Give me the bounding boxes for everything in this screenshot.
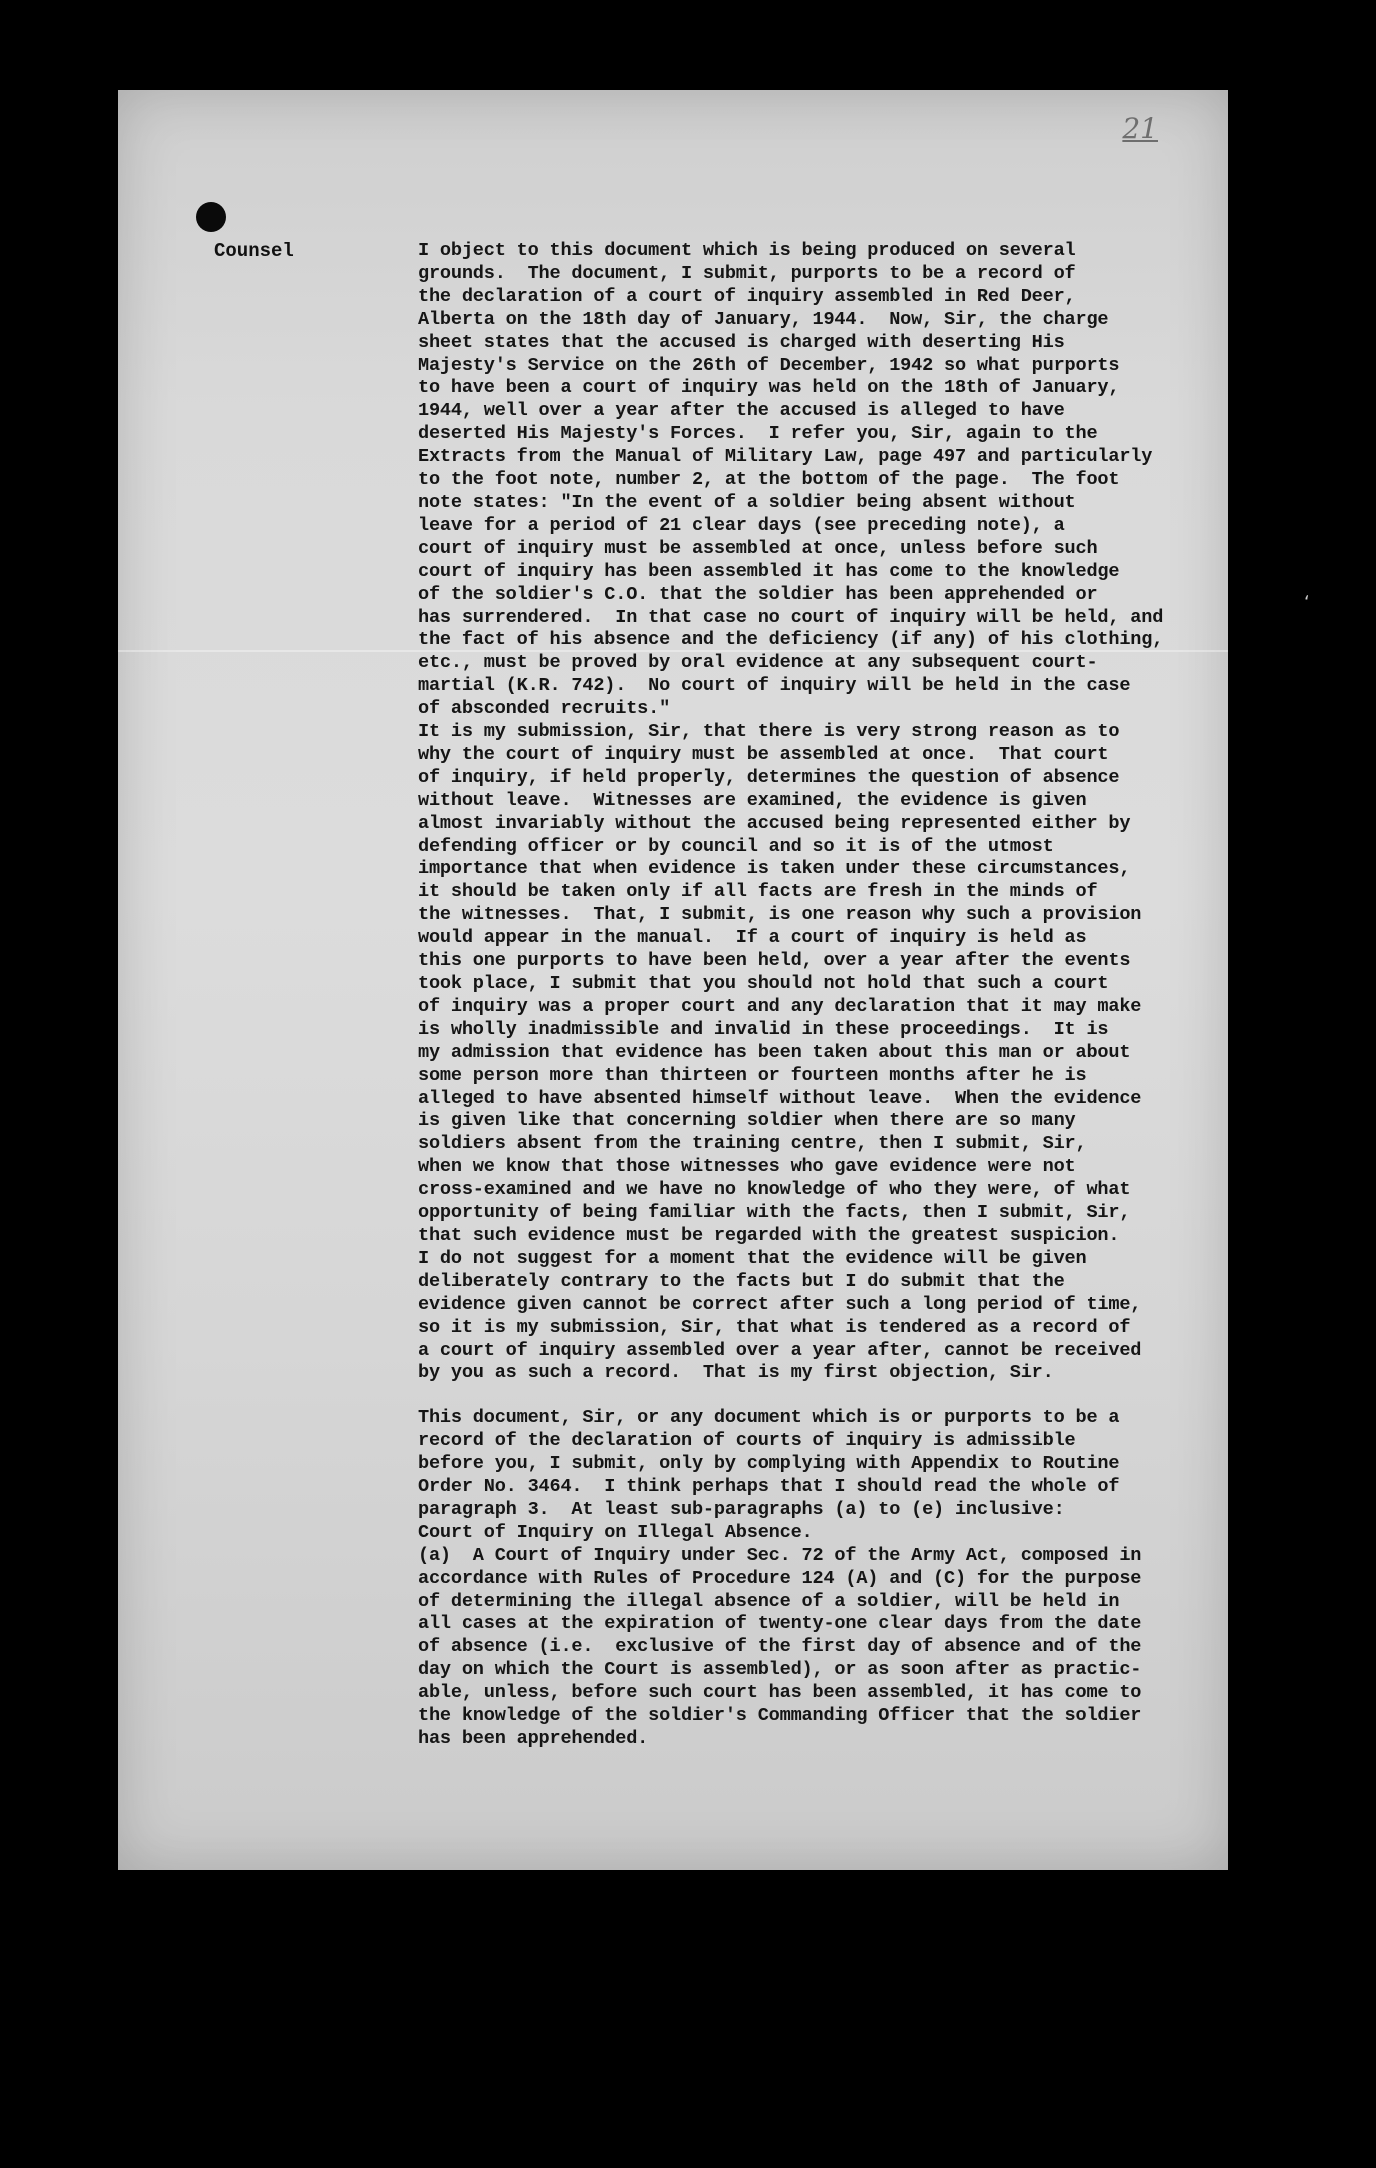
text-line: this one purports to have been held, over a year after the events: [418, 950, 1131, 972]
text-line: my admission that evidence has been taken about this man or about: [418, 1041, 1131, 1063]
text-line: of inquiry was a proper court and any declaration that it may make: [418, 995, 1142, 1017]
text-line: is wholly inadmissible and invalid in these proceedings. It is: [418, 1018, 1109, 1040]
text-line: martial (K.R. 742). No court of inquiry will be held in the case: [418, 675, 1131, 697]
text-line: defending officer or by council and so it is of the utmost: [418, 835, 1054, 857]
text-line: without leave. Witnesses are examined, the evidence is given: [418, 789, 1087, 811]
text-line: of inquiry, if held properly, determines the question of absence: [418, 766, 1120, 788]
text-line: accordance with Rules of Procedure 124 (A) and (C) for the purpose: [418, 1567, 1142, 1589]
text-line: it should be taken only if all facts are fresh in the minds of: [418, 881, 1098, 903]
text-line: Court of Inquiry on Illegal Absence.: [418, 1521, 813, 1543]
text-line: is given like that concerning soldier when there are so many: [418, 1110, 1076, 1132]
text-line: has surrendered. In that case no court of inquiry will be held, and: [418, 606, 1164, 628]
text-line: alleged to have absented himself without leave. When the evidence: [418, 1087, 1142, 1109]
paragraph-objection-two: [418, 1407, 1208, 1751]
text-line: almost invariably without the accused being represented either by: [418, 812, 1131, 834]
text-line: some person more than thirteen or fourteen months after he is: [418, 1064, 1087, 1086]
text-line: (a) A Court of Inquiry under Sec. 72 of the Army Act, composed in: [418, 1544, 1142, 1566]
transcript-body: [418, 240, 1208, 1751]
punch-hole: [196, 202, 226, 232]
text-line: Majesty's Service on the 26th of December, 1942 so what purports: [418, 354, 1120, 376]
paragraph-objection-one: [418, 240, 1208, 1385]
text-line: of determining the illegal absence of a soldier, will be held in: [418, 1590, 1120, 1612]
paragraph-gap: [418, 1385, 1208, 1407]
text-line: court of inquiry must be assembled at once, unless before such: [418, 537, 1098, 559]
speaker-label: Counsel: [214, 240, 294, 262]
document-page: [118, 90, 1228, 1870]
text-line: paragraph 3. At least sub-paragraphs (a) to (e) inclusive:: [418, 1498, 1065, 1520]
text-line: soldiers absent from the training centre, then I submit, Sir,: [418, 1133, 1087, 1155]
text-line: has been apprehended.: [418, 1728, 649, 1749]
text-line: the declaration of a court of inquiry assembled in Red Deer,: [418, 285, 1076, 307]
page-number: 21: [1122, 112, 1158, 145]
text-line: deserted His Majesty's Forces. I refer you, Sir, again to the: [418, 423, 1098, 445]
text-line: that such evidence must be regarded with the greatest suspicion.: [418, 1224, 1120, 1246]
text-line: court of inquiry has been assembled it has come to the knowledge: [418, 560, 1120, 582]
text-line: when we know that those witnesses who gave evidence were not: [418, 1156, 1076, 1178]
text-line: all cases at the expiration of twenty-one clear days from the date: [418, 1613, 1142, 1635]
text-line: grounds. The document, I submit, purports to be a record of: [418, 262, 1076, 284]
text-line: the knowledge of the soldier's Commanding Officer that the soldier: [418, 1705, 1142, 1727]
text-line: etc., must be proved by oral evidence at any subsequent court-: [418, 652, 1098, 674]
text-line: of absconded recruits.": [418, 698, 671, 720]
text-line: 1944, well over a year after the accused is alleged to have: [418, 400, 1065, 422]
text-line: by you as such a record. That is my first objection, Sir.: [418, 1362, 1054, 1384]
text-line: It is my submission, Sir, that there is very strong reason as to: [418, 721, 1120, 743]
text-line: leave for a period of 21 clear days (see preceding note), a: [418, 514, 1065, 536]
text-line: day on which the Court is assembled), or as soon after as practic-: [418, 1659, 1142, 1681]
text-line: the fact of his absence and the deficiency (if any) of his clothing,: [418, 629, 1164, 651]
text-line: opportunity of being familiar with the facts, then I submit, Sir,: [418, 1202, 1131, 1224]
text-line: I do not suggest for a moment that the evidence will be given: [418, 1247, 1087, 1269]
text-line: record of the declaration of courts of inquiry is admissible: [418, 1430, 1076, 1452]
text-line: Alberta on the 18th day of January, 1944. Now, Sir, the charge: [418, 308, 1109, 330]
text-line: able, unless, before such court has been assembled, it has come to: [418, 1682, 1142, 1704]
text-line: to the foot note, number 2, at the bottom of the page. The foot: [418, 469, 1120, 491]
text-line: before you, I submit, only by complying with Appendix to Routine: [418, 1453, 1120, 1475]
text-line: to have been a court of inquiry was held on the 18th of January,: [418, 377, 1120, 399]
text-line: so it is my submission, Sir, that what is tendered as a record of: [418, 1316, 1131, 1338]
text-line: deliberately contrary to the facts but I do submit that the: [418, 1270, 1065, 1292]
text-line: of absence (i.e. exclusive of the first day of absence and of the: [418, 1636, 1142, 1658]
text-line: of the soldier's C.O. that the soldier has been apprehended or: [418, 583, 1098, 605]
text-line: Extracts from the Manual of Military Law, page 497 and particularly: [418, 446, 1153, 468]
text-line: the witnesses. That, I submit, is one reason why such a provision: [418, 904, 1142, 926]
text-line: sheet states that the accused is charged with deserting His: [418, 331, 1065, 353]
text-line: would appear in the manual. If a court of inquiry is held as: [418, 927, 1087, 949]
text-line: cross-examined and we have no knowledge of who they were, of what: [418, 1179, 1131, 1201]
text-line: why the court of inquiry must be assembled at once. That court: [418, 743, 1109, 765]
text-line: took place, I submit that you should not hold that such a court: [418, 973, 1109, 994]
text-line: importance that when evidence is taken under these circumstances,: [418, 858, 1131, 880]
text-line: This document, Sir, or any document which is or purports to be a: [418, 1407, 1120, 1429]
text-line: Order No. 3464. I think perhaps that I should read the whole of: [418, 1476, 1120, 1498]
text-line: note states: "In the event of a soldier being absent without: [418, 491, 1076, 513]
edge-mark: ʻ: [1304, 592, 1310, 613]
text-line: a court of inquiry assembled over a year after, cannot be received: [418, 1339, 1142, 1361]
text-line: I object to this document which is being produced on several: [418, 240, 1076, 261]
text-line: evidence given cannot be correct after such a long period of time,: [418, 1293, 1142, 1315]
